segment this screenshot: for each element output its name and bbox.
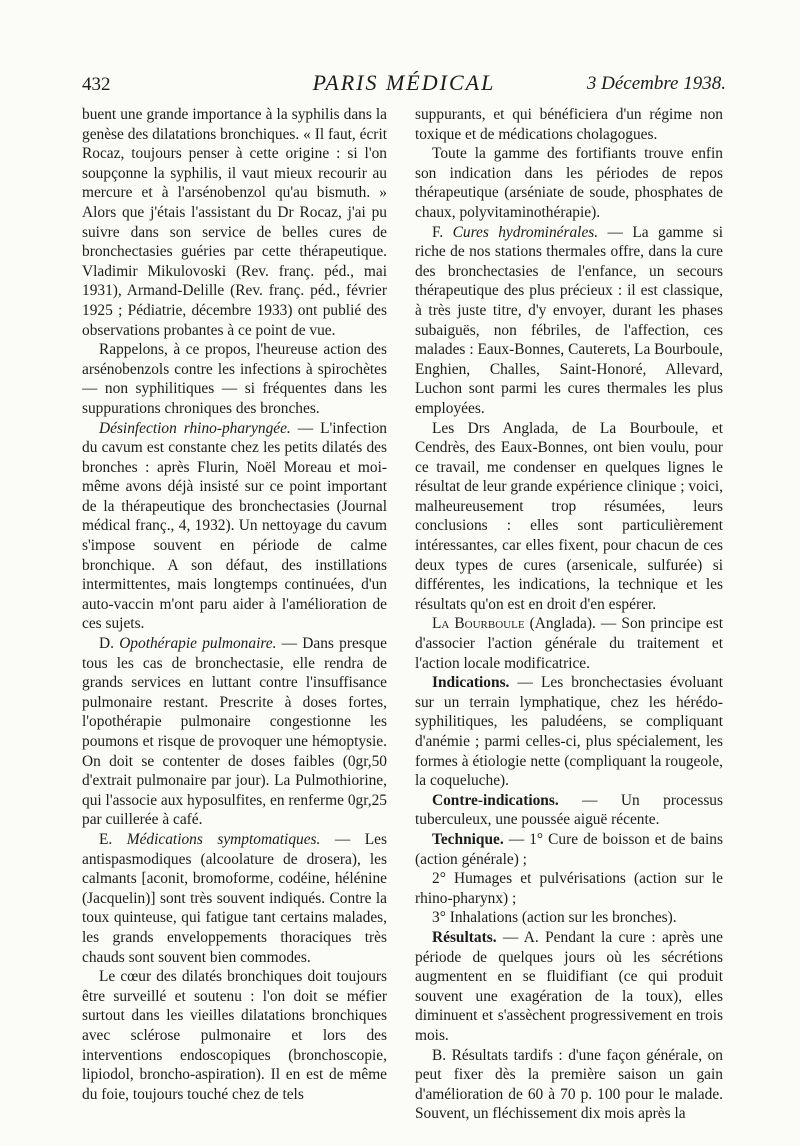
section-title-symptomatiques: Médications symptomatiques. bbox=[126, 830, 321, 848]
section-title-la-bourboule: La Bourboule bbox=[432, 615, 525, 633]
journal-title: PARIS MÉDICAL bbox=[312, 70, 496, 95]
paragraph-suppurants: suppurants, et qui bénéficiera d'un régime non toxique et de médications cholagogues. bbox=[415, 106, 723, 143]
paragraph-contre-indications bbox=[415, 791, 723, 830]
section-title-indications: Indications. bbox=[432, 674, 510, 692]
section-text-contre-indications: — Un processus tuberculeux, une poussée aiguë récente. bbox=[415, 791, 723, 829]
paragraph-syphilis: buent une grande importance à la syphilis dans la genèse des dilatations bronchiques. « Il faut, écrit Rocaz, toujours penser à cette origine : si l'on soupçonne la syphilis, il vaut mieux recourir au mercure et à l'arsénobenzol qu'au bismuth. » Alors que j'étais l'assistant du Dr Rocaz, j'ai pu suivre dans son service de belles cures de bronchectasies guéries par cette thérapeutique. Vladimir Mikulovoski (Rev. franç. péd., mai 1931), Armand-Delille (Rev. franç. péd., février 1925 ; Pédiatrie, décembre 1933) ont publié des observations probantes à ce point de vue. bbox=[82, 106, 387, 339]
paragraph-anglada-cendres: Les Drs Anglada, de La Bourboule, et Cendrès, des Eaux-Bonnes, ont bien voulu, pour ce travail, me condenser en quelques lignes le résultat de leur grande expérience clinique ; voici, malheureusement trop résumées, leurs conclusions : elles sont particulièrement intéressantes, car elles fixent, pour chacun de ces deux types de cures (arsenicale, sulfurée) si différentes, les indications, la technique et les résultats qu'on est en droit d'en espérer. bbox=[415, 419, 723, 613]
paragraph-la-bourboule bbox=[415, 614, 723, 673]
section-title-contre-indications: Contre-indications. bbox=[432, 791, 559, 809]
section-text-la-bourboule: (Anglada). — Son principe est d'associer l'action générale du traitement et l'action locale modificatrice. bbox=[415, 615, 723, 672]
page-number: 432 bbox=[82, 74, 111, 95]
issue-date: 3 Décembre 1938. bbox=[586, 73, 726, 94]
paragraph-resultats bbox=[415, 928, 723, 1046]
paragraph-hydrominerales bbox=[415, 223, 723, 419]
paragraph-fortifiants: Toute la gamme des fortifiants trouve enfin son indication dans les périodes de repos thérapeutique (arséniate de soude, phosphates de chaux, polyvitaminothérapie). bbox=[415, 145, 723, 221]
left-column bbox=[82, 105, 387, 1104]
section-letter-f: F. bbox=[432, 223, 453, 241]
section-letter-e: E. bbox=[99, 830, 127, 848]
section-title-technique: Technique. bbox=[432, 830, 504, 848]
section-letter-d: D. bbox=[99, 635, 120, 653]
section-title-desinfection: Désinfection rhino-pharyngée. bbox=[99, 419, 291, 437]
paragraph-symptomatiques bbox=[82, 830, 387, 967]
section-text-indications: — Les bronchectasies évoluant sur un terrain lymphatique, chez les hérédo-syphilitiques, les paludéens, se compliquant d'anémie ; parmi celles-ci, plus spécialement, les formes à étiologie nette (compliquant la rougeole, la coqueluche). bbox=[415, 674, 723, 790]
paragraph-indications bbox=[415, 673, 723, 791]
section-title-opotherapie: Opothérapie pulmonaire. bbox=[119, 635, 277, 653]
section-text-resultats: — A. Pendant la cure : après une période de quelques jours où les sécrétions augmentent en se fluidifiant (ce qui produit souvent une exagération de la toux), elles diminuent et s'assèchent progressivement en trois mois. bbox=[415, 928, 723, 1044]
paragraph-arsenobenzols: Rappelons, à ce propos, l'heureuse action des arsénobenzols contre les infections à spirochètes — non syphilitiques — si fréquentes dans les suppurations chroniques des bronches. bbox=[82, 341, 387, 417]
section-title-hydrominerales: Cures hydrominérales. bbox=[452, 223, 599, 241]
section-text-desinfection: — L'infection du cavum est constante chez les petits dilatés des bronches : après Flurin, Noël Moreau et moi-même avons déjà insisté sur ce point important de la thérapeutique des bronchectasies (Journal médical franç., 4, 1932). Un nettoyage du cavum s'impose souvent en période de calme bronchique. A son défaut, des instillations intermittentes, mais longtemps continuées, d'un auto-vaccin m'ont paru aider à l'amélioration de ces sujets. bbox=[82, 419, 388, 633]
section-text-technique: — 1° Cure de boisson et de bains (action générale) ; bbox=[415, 830, 723, 868]
running-header bbox=[82, 70, 726, 104]
section-title-resultats: Résultats. bbox=[432, 928, 497, 946]
section-text-hydrominerales: — La gamme si riche de nos stations thermales offre, dans la cure des bronchectasies de l'enfance, un secours thérapeutique des plus précieux : il est classique, à très juste titre, d'y envoyer, durant les phases subaiguës, non fébriles, de l'affection, ces malades : Eaux-Bonnes, Cauterets, La Bourboule, Enghien, Challes, Saint-Honoré, Allevard, Luchon sont parmi les cures thermales les plus employées. bbox=[415, 223, 723, 417]
section-text-symptomatiques: — Les antispasmodiques (alcoolature de drosera), les calmants [aconit, bromoforme, codéine, hélénine (Jacquelin)] sont très souvent indiqués. Contre la toux quinteuse, qui fatigue tant certains malades, les grands enveloppements thoraciques très chauds sont souvent bien commodes. bbox=[82, 830, 387, 966]
paragraph-resultats-tardifs: B. Résultats tardifs : d'une façon générale, on peut fixer dès la première saison un gain d'amélioration de 60 à 70 p. 100 pour le malade. Souvent, un fléchissement dix mois après la bbox=[415, 1046, 723, 1123]
paragraph-opotherapie bbox=[82, 634, 387, 830]
paragraph-technique bbox=[415, 830, 723, 869]
paragraph-coeur: Le cœur des dilatés bronchiques doit toujours être surveillé et soutenu : l'on doit se méfier surtout dans les vieilles dilatations bronchiques avec sclérose pulmonaire et lors des interventions endoscopiques (bronchoscopie, lipiodol, broncho-aspiration). Il en est de même du foie, toujours touché chez de tels bbox=[82, 968, 387, 1103]
paragraph-inhalations: 3° Inhalations (action sur les bronches). bbox=[432, 909, 677, 927]
paragraph-humages: 2° Humages et pulvérisations (action sur le rhino-pharynx) ; bbox=[415, 870, 723, 907]
section-text-opotherapie: — Dans presque tous les cas de bronchectasie, elle rendra de grands services en luttant contre l'insuffisance pulmonaire restant. Prescrite à doses fortes, l'opothérapie pulmonaire congestionne les poumons et risque de provoquer une hémoptysie. On doit se contenter de doses faibles (0gr,50 d'extrait pulmonaire par jour). La Pulmothiorine, qui l'associe aux hyposulfites, en renferme 0gr,25 par cuillerée à café. bbox=[82, 635, 387, 829]
right-column bbox=[415, 105, 723, 1124]
paragraph-rhino-pharyngee bbox=[82, 419, 387, 635]
